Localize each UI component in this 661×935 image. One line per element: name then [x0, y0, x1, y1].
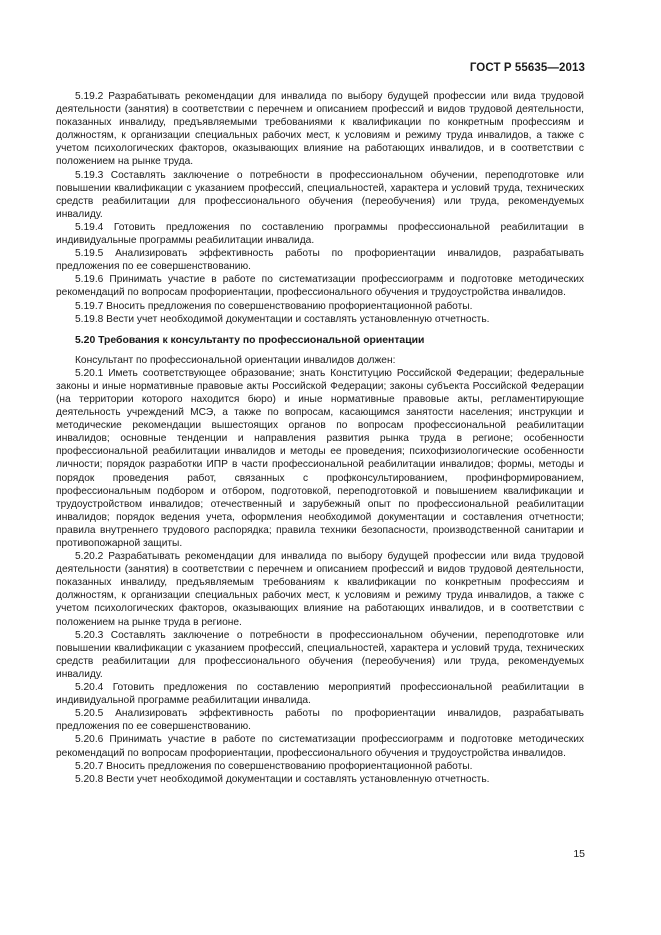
paragraph-5-19-7: 5.19.7 Вносить предложения по совершенствованию профориентационной работы. — [75, 300, 473, 312]
paragraph-5-19-6: 5.19.6 Принимать участие в работе по систематизации профессиограмм и подготовке методических рекомендаций по вопросам профориентации, профессионального обучения и трудоустройства инвалидов. — [56, 274, 584, 299]
paragraph-5-19-3: 5.19.3 Составлять заключение о потребности в профессиональном обучении, переподготовке или повышении квалификации с указанием профессий, специальностей, характера и условий труда, технических средств реабилитации для профессионального обучения (переобучения) или труда, рекомендуемых инвалиду. — [56, 169, 584, 220]
paragraph-5-20-intro: Консультант по профессиональной ориентации инвалидов должен: — [75, 354, 396, 366]
paragraph-5-20-3: 5.20.3 Составлять заключение о потребности в профессиональном обучении, переподготовке или повышении квалификации с указанием профессий, специальностей, характера и условий труда, технических средств реабилитации для профессионального обучения (переобучения) или труда, рекомендуемых инвалиду. — [56, 629, 584, 680]
paragraph-5-20-4: 5.20.4 Готовить предложения по составлению мероприятий профессиональной реабилитации в индивидуальной программе реабилитации инвалида. — [56, 682, 584, 707]
paragraph-5-20-7: 5.20.7 Вносить предложения по совершенствованию профориентационной работы. — [75, 760, 473, 772]
document-body — [56, 90, 584, 786]
paragraph-5-20-2: 5.20.2 Разрабатывать рекомендации для инвалида по выбору будущей профессии или вида трудовой деятельности (занятия) в соответствии с перечнем и описанием профессий и видов трудовой деятельности, показанных инвалиду, предъявляемым требованиям к квалификации по конкретным профессиям и должностям, к организации специальных рабочих мест, к условиям и режиму труда инвалидов, а также с учетом психологических факторов, оказывающих влияние на работающих инвалидов, и в соответствии с положением на рынке труда в регионе. — [56, 551, 584, 628]
paragraph-5-20-6: 5.20.6 Принимать участие в работе по систематизации профессиограмм и подготовке методических рекомендаций по вопросам профориентации, профессионального обучения и трудоустройства инвалидов. — [56, 734, 584, 759]
paragraph-5-20-1: 5.20.1 Иметь соответствующее образование; знать Конституцию Российской Федерации; федеральные законы и иные нормативные правовые акты Российской Федерации; законы субъекта Российской Федерации (на территории которого находится бюро) и иные нормативные правовые акты, регламентирующие деятельность учреждений МСЭ, а также по вопросам, касающимся занятости населения; инструкции и методические рекомендации вышестоящих органов по вопросам профессиональной реабилитации инвалидов; основные тенденции и направления развития рынка труда в регионе; особенности профессиональной реабилитации инвалидов и методы ее проведения; психофизиологические особенности личности; порядок разработки ИПР в части профессиональной реабилитации инвалидов; формы, методы и порядок проведения работ, связанных с профконсультированием, профинформированием, профессиональным подбором и отбором, подготовкой, переподготовкой и повышением квалификации и трудоустройством инвалидов; отечественный и зарубежный опыт по профессиональной реабилитации инвалидов; порядок ведения учета, оформления необходимой документации и составления отчетности; правила внутреннего трудового распорядка; правила техники безопасности, производственной санитарии и противопожарной защиты. — [56, 367, 584, 549]
paragraph-5-19-2: 5.19.2 Разрабатывать рекомендации для инвалида по выбору будущей профессии или вида трудовой деятельности (занятия) в соответствии с перечнем и описанием профессий и видов трудовой деятельности, показанных инвалиду, предъявляемыми требованиями к квалификации по конкретным профессиям и должностям, к организации специальных рабочих мест, к условиям и режиму труда инвалидов, а также с учетом психологических факторов, оказывающих влияние на работающих инвалидов, и в соответствии с положением на рынке труда. — [56, 91, 584, 168]
paragraph-5-20-5: 5.20.5 Анализировать эффективность работы по профориентации инвалидов, разрабатывать предложения по ее совершенствованию. — [56, 708, 584, 733]
paragraph-5-19-4: 5.19.4 Готовить предложения по составлению программы профессиональной реабилитации в индивидуальные программы реабилитации инвалида. — [56, 221, 584, 247]
page-number: 15 — [573, 848, 585, 860]
section-heading-5-20: 5.20 Требования к консультанту по профессиональной ориентации — [75, 334, 425, 346]
paragraph-5-19-5: 5.19.5 Анализировать эффективность работы по профориентации инвалидов, разрабатывать предложения по ее совершенствованию. — [56, 248, 584, 273]
paragraph-5-20-8: 5.20.8 Вести учет необходимой документации и составлять установленную отчетность. — [75, 773, 490, 785]
document-standard-number: ГОСТ Р 55635—2013 — [469, 62, 585, 74]
paragraph-5-19-8: 5.19.8 Вести учет необходимой документации и составлять установленную отчетность. — [75, 313, 490, 325]
